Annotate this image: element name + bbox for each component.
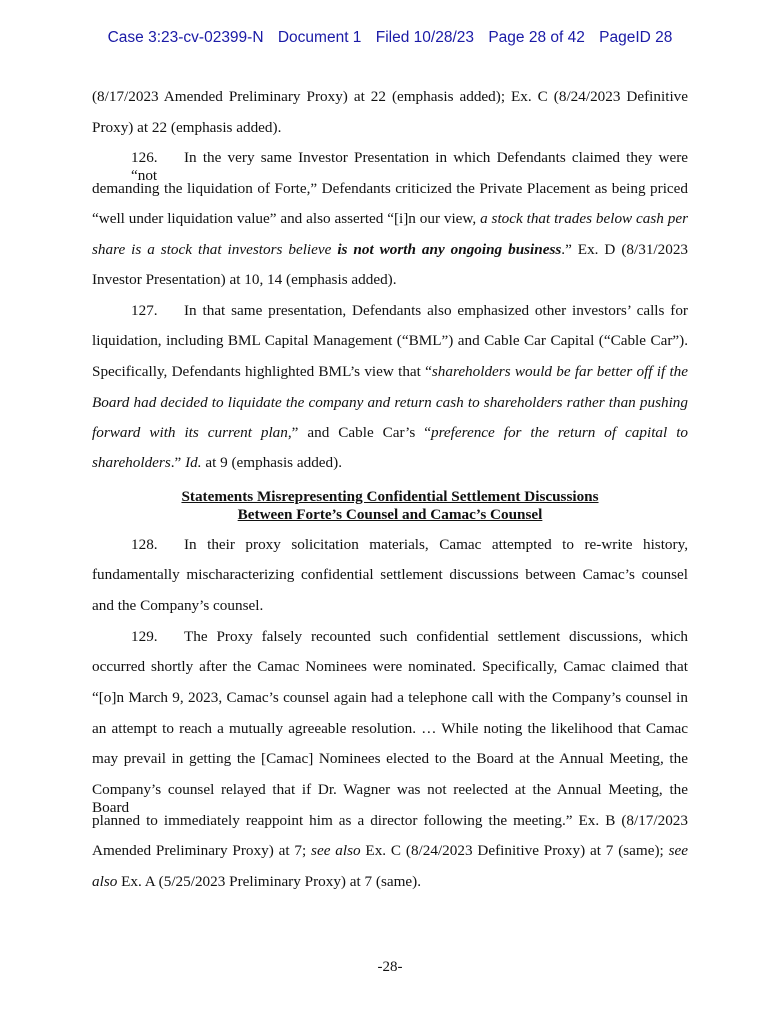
text-segment: ,” and Cable Car’s “	[287, 424, 431, 441]
case-number: Case 3:23-cv-02399-N	[107, 29, 264, 46]
paragraph-number: 126.	[131, 149, 158, 166]
text-segment: may prevail in getting the [Camac] Nominees elected to the Board at the Annual Meeting, the	[92, 750, 688, 767]
text-line	[92, 720, 688, 738]
text-line	[131, 302, 688, 320]
heading-text: Statements Misrepresenting Confidential Settlement Discussions	[181, 488, 599, 505]
text-segment: .”	[170, 454, 186, 471]
text-line	[92, 597, 688, 615]
page-count: Page 28 of 42	[488, 29, 585, 46]
document-number: Document 1	[277, 29, 362, 46]
text-segment: at 9 (emphasis added).	[201, 454, 342, 471]
text-line	[92, 210, 688, 228]
text-segment: “well under liquidation value” and also asserted “[i]n our view,	[92, 210, 481, 227]
text-segment: Specifically, Defendants highlighted BML’s view that “	[92, 363, 432, 380]
text-line	[92, 271, 688, 289]
text-segment: liquidation, including BML Capital Management (“BML”) and Cable Car Capital (“Cable Car”).	[92, 332, 688, 349]
text-segment: Investor Presentation) at 10, 14 (emphasis added).	[92, 271, 397, 288]
text-line	[92, 180, 688, 198]
text-line	[92, 658, 688, 676]
text-segment: Proxy) at 22 (emphasis added).	[92, 119, 282, 136]
text-segment: In their proxy solicitation materials, Camac attempted to re-write history,	[184, 536, 688, 553]
paragraph-number: 128.	[131, 536, 158, 553]
italic-text: shareholders would be far better off if the	[431, 363, 689, 380]
italic-text: shareholders	[92, 454, 171, 471]
section-heading-line	[0, 488, 780, 506]
text-segment: Company’s counsel relayed that if Dr. Wagner was not reelected at the Annual Meeting, the Board	[92, 781, 688, 816]
italic-text: share is a stock that investors believe	[92, 241, 338, 258]
text-line	[92, 424, 688, 442]
text-line	[92, 363, 688, 381]
text-segment: In the very same Investor Presentation in which Defendants claimed they were “not	[131, 149, 688, 184]
text-segment: In that same presentation, Defendants also emphasized other investors’ calls for	[184, 302, 688, 319]
text-line	[131, 536, 688, 554]
text-line	[92, 241, 688, 259]
italic-text: also	[92, 873, 118, 890]
text-line	[92, 750, 688, 768]
text-segment: occurred shortly after the Camac Nominees were nominated. Specifically, Camac claimed that	[92, 658, 688, 675]
text-segment: demanding the liquidation of Forte,” Defendants criticized the Private Placement as being priced	[92, 180, 688, 197]
text-segment: .” Ex. D (8/31/2023	[561, 241, 689, 258]
text-line	[92, 394, 688, 412]
italic-text: a stock that trades below cash per	[480, 210, 688, 227]
text-segment: an attempt to reach a mutually agreeable resolution. … While noting the likelihood that Camac	[92, 720, 688, 737]
filed-date: Filed 10/28/23	[375, 29, 474, 46]
italic-text: preference for the return of capital to	[430, 424, 689, 441]
text-segment: Amended Preliminary Proxy) at 7;	[92, 842, 312, 859]
italic-text: see also	[311, 842, 361, 859]
emphasis-text: is not worth any ongoing business	[337, 241, 562, 258]
page-id: PageID 28	[599, 29, 673, 46]
case-header	[0, 29, 780, 47]
text-segment: planned to immediately reappoint him as a director following the meeting.” Ex. B (8/17/2023	[92, 812, 688, 829]
text-segment: (8/17/2023 Amended Preliminary Proxy) at 22 (emphasis added); Ex. C (8/24/2023 Definitive	[92, 88, 688, 105]
text-line	[92, 873, 688, 891]
text-segment: Ex. A (5/25/2023 Preliminary Proxy) at 7 (same).	[117, 873, 422, 890]
text-line	[92, 119, 688, 137]
text-line	[92, 842, 688, 860]
page-number: -28-	[377, 959, 403, 975]
italic-text: forward with its current plan	[92, 424, 288, 441]
text-line	[92, 812, 688, 830]
text-segment: fundamentally mischaracterizing confidential settlement discussions between Camac’s counsel	[92, 566, 688, 583]
italic-text: see	[668, 842, 688, 859]
italic-text: Id.	[185, 454, 202, 471]
heading-text: Between Forte’s Counsel and Camac’s Counsel	[237, 506, 543, 523]
text-segment: “[o]n March 9, 2023, Camac’s counsel again had a telephone call with the Company’s counsel in	[92, 689, 688, 706]
text-line	[92, 88, 688, 106]
text-line	[92, 332, 688, 350]
italic-text: Board had decided to liquidate the company and return cash to shareholders rather than pushing	[92, 394, 688, 411]
text-segment: The Proxy falsely recounted such confidential settlement discussions, which	[184, 628, 688, 645]
text-line	[92, 689, 688, 707]
text-line	[131, 628, 688, 646]
paragraph-number: 129.	[131, 628, 158, 645]
text-segment: and the Company’s counsel.	[92, 597, 264, 614]
section-heading-line	[0, 506, 780, 524]
paragraph-number: 127.	[131, 302, 158, 319]
text-line	[92, 566, 688, 584]
text-segment: Ex. C (8/24/2023 Definitive Proxy) at 7 (same);	[360, 842, 669, 859]
text-line	[92, 454, 688, 472]
